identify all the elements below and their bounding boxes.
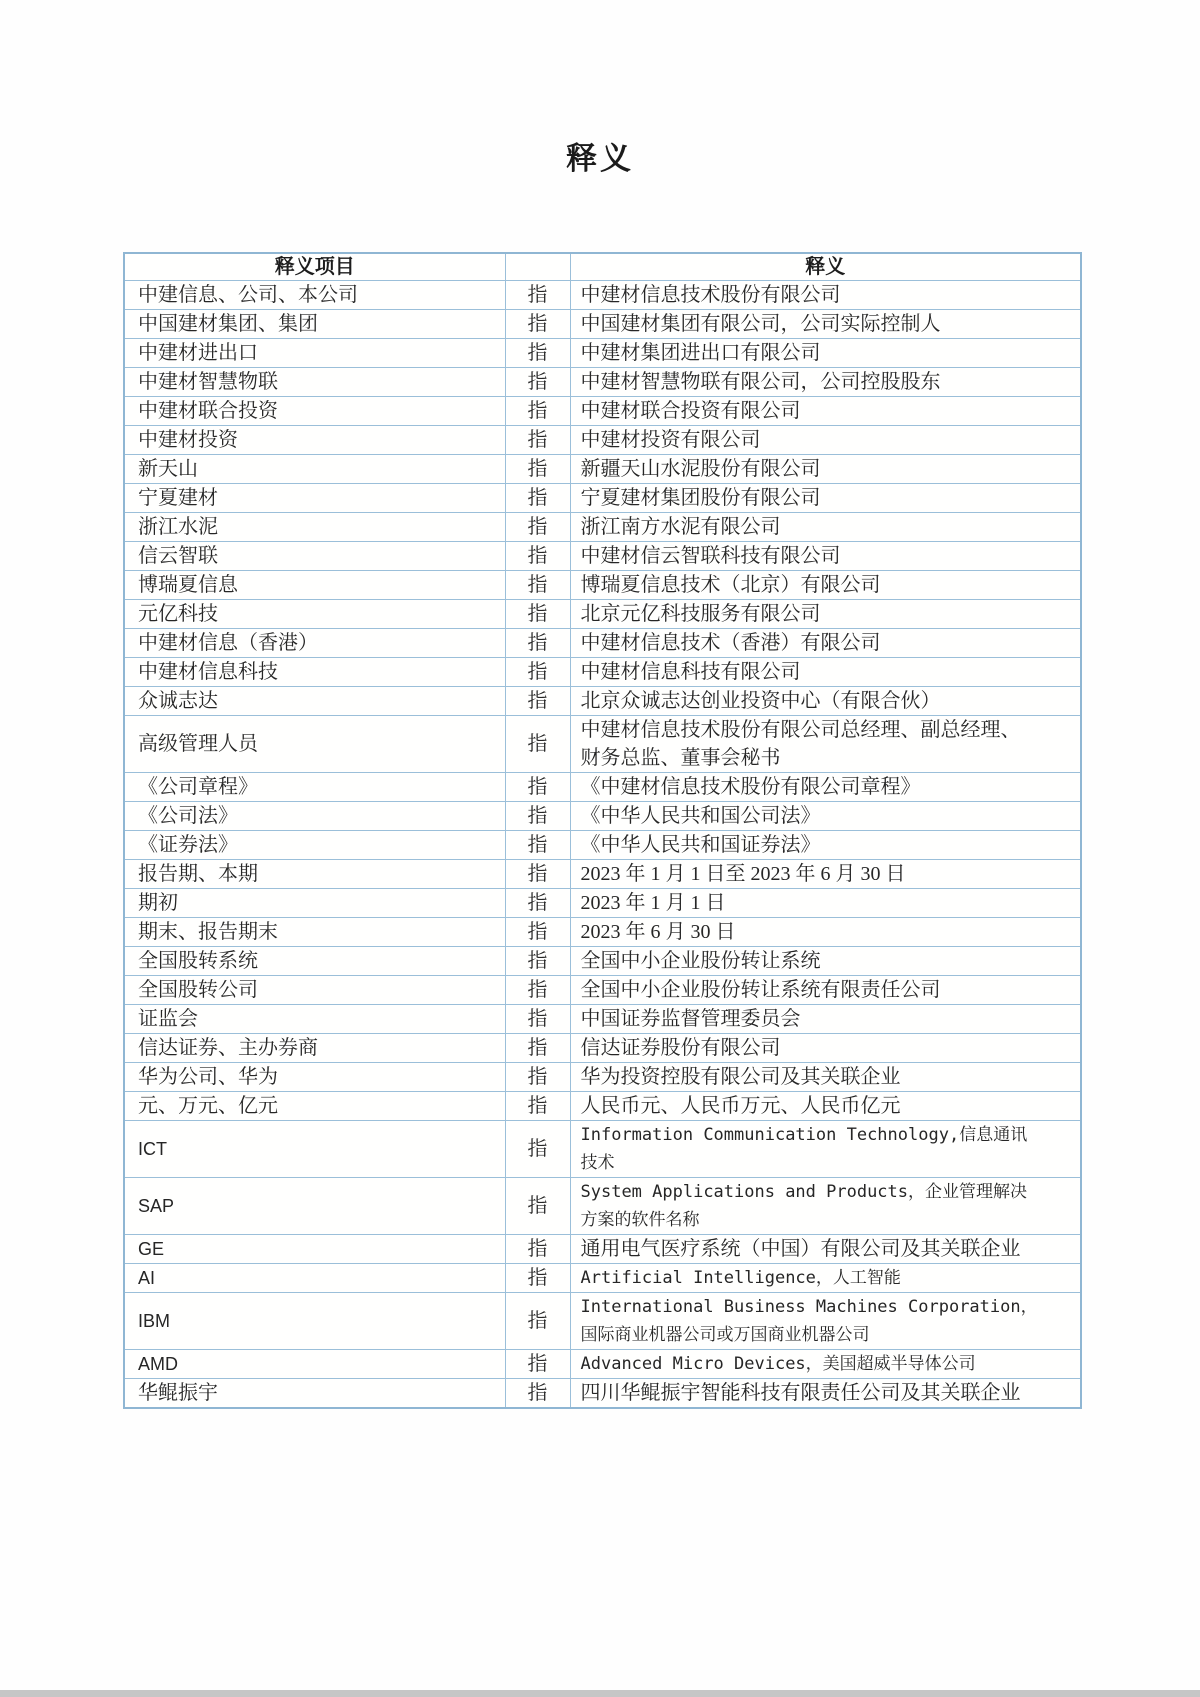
- table-row: [124, 397, 1081, 426]
- term-cell: 中建材信息科技: [124, 658, 505, 687]
- term-cell: 高级管理人员: [124, 716, 505, 773]
- definitions-table: [123, 252, 1082, 1409]
- term-cell: 证监会: [124, 1005, 505, 1034]
- term-cell: 报告期、本期: [124, 860, 505, 889]
- indicator-cell: 指: [505, 368, 570, 397]
- table-row: [124, 1235, 1081, 1264]
- indicator-cell: 指: [505, 1005, 570, 1034]
- definition-cell: 中建材信云智联科技有限公司: [570, 542, 1081, 571]
- term-cell: 元、万元、亿元: [124, 1092, 505, 1121]
- indicator-cell: 指: [505, 773, 570, 802]
- indicator-cell: 指: [505, 513, 570, 542]
- term-cell: 中建信息、公司、本公司: [124, 281, 505, 310]
- table-row: [124, 426, 1081, 455]
- definition-cell: 全国中小企业股份转让系统: [570, 947, 1081, 976]
- table-row: [124, 802, 1081, 831]
- definition-cell: Artificial Intelligence，人工智能: [570, 1264, 1081, 1293]
- definition-cell: 中建材智慧物联有限公司，公司控股股东: [570, 368, 1081, 397]
- term-cell: 众诚志达: [124, 687, 505, 716]
- term-cell: 元亿科技: [124, 600, 505, 629]
- definition-cell: System Applications and Products，企业管理解决 方案的软件名称: [570, 1178, 1081, 1235]
- table-row: [124, 831, 1081, 860]
- definition-cell: 宁夏建材集团股份有限公司: [570, 484, 1081, 513]
- indicator-cell: 指: [505, 1034, 570, 1063]
- table-row: [124, 1350, 1081, 1379]
- definition-cell: 中建材投资有限公司: [570, 426, 1081, 455]
- header-definition: 释义: [570, 253, 1081, 281]
- definition-cell: 《中华人民共和国公司法》: [570, 802, 1081, 831]
- table-row: [124, 542, 1081, 571]
- indicator-cell: 指: [505, 1235, 570, 1264]
- term-cell: 信达证券、主办券商: [124, 1034, 505, 1063]
- indicator-cell: 指: [505, 1063, 570, 1092]
- term-cell: 中国建材集团、集团: [124, 310, 505, 339]
- table-row: [124, 281, 1081, 310]
- indicator-cell: 指: [505, 484, 570, 513]
- indicator-cell: 指: [505, 571, 570, 600]
- table-row: [124, 889, 1081, 918]
- table-row: [124, 484, 1081, 513]
- indicator-cell: 指: [505, 802, 570, 831]
- definitions-table-container: [123, 252, 1080, 1409]
- indicator-cell: 指: [505, 281, 570, 310]
- table-header-row: [124, 253, 1081, 281]
- definition-cell: 信达证券股份有限公司: [570, 1034, 1081, 1063]
- indicator-cell: 指: [505, 629, 570, 658]
- indicator-cell: 指: [505, 658, 570, 687]
- indicator-cell: 指: [505, 889, 570, 918]
- scan-edge-artifact: [0, 1690, 1200, 1697]
- definition-cell: 《中华人民共和国证券法》: [570, 831, 1081, 860]
- term-cell: 华为公司、华为: [124, 1063, 505, 1092]
- indicator-cell: 指: [505, 831, 570, 860]
- table-row: [124, 1178, 1081, 1235]
- term-cell: 中建材智慧物联: [124, 368, 505, 397]
- definition-cell: 中国证券监督管理委员会: [570, 1005, 1081, 1034]
- definition-cell: 2023 年 1 月 1 日: [570, 889, 1081, 918]
- table-row: [124, 773, 1081, 802]
- page-title: 释义: [566, 141, 634, 176]
- table-row: [124, 658, 1081, 687]
- table-row: [124, 1034, 1081, 1063]
- definition-cell: 中建材信息技术股份有限公司: [570, 281, 1081, 310]
- definition-cell: 中建材集团进出口有限公司: [570, 339, 1081, 368]
- indicator-cell: 指: [505, 976, 570, 1005]
- indicator-cell: 指: [505, 1092, 570, 1121]
- indicator-cell: 指: [505, 1350, 570, 1379]
- definition-cell: 北京众诚志达创业投资中心（有限合伙）: [570, 687, 1081, 716]
- term-cell: GE: [124, 1235, 505, 1264]
- table-row: [124, 368, 1081, 397]
- term-cell: 博瑞夏信息: [124, 571, 505, 600]
- table-row: [124, 600, 1081, 629]
- term-cell: 期末、报告期末: [124, 918, 505, 947]
- term-cell: 信云智联: [124, 542, 505, 571]
- definition-cell: 全国中小企业股份转让系统有限责任公司: [570, 976, 1081, 1005]
- definition-cell: 2023 年 6 月 30 日: [570, 918, 1081, 947]
- definition-cell: 中建材联合投资有限公司: [570, 397, 1081, 426]
- definition-cell: 北京元亿科技服务有限公司: [570, 600, 1081, 629]
- term-cell: 中建材投资: [124, 426, 505, 455]
- definition-cell: 2023 年 1 月 1 日至 2023 年 6 月 30 日: [570, 860, 1081, 889]
- indicator-cell: 指: [505, 455, 570, 484]
- table-row: [124, 513, 1081, 542]
- indicator-cell: 指: [505, 542, 570, 571]
- indicator-cell: 指: [505, 1264, 570, 1293]
- definition-cell: 人民币元、人民币万元、人民币亿元: [570, 1092, 1081, 1121]
- term-cell: AMD: [124, 1350, 505, 1379]
- definition-cell: 中建材信息科技有限公司: [570, 658, 1081, 687]
- definition-cell: Information Communication Technology,信息通讯 技术: [570, 1121, 1081, 1178]
- table-row: [124, 310, 1081, 339]
- term-cell: 中建材联合投资: [124, 397, 505, 426]
- indicator-cell: 指: [505, 339, 570, 368]
- table-row: [124, 1293, 1081, 1350]
- definition-cell: Advanced Micro Devices，美国超威半导体公司: [570, 1350, 1081, 1379]
- indicator-cell: 指: [505, 310, 570, 339]
- table-row: [124, 1063, 1081, 1092]
- indicator-cell: 指: [505, 918, 570, 947]
- definition-cell: 通用电气医疗系统（中国）有限公司及其关联企业: [570, 1235, 1081, 1264]
- term-cell: 全国股转系统: [124, 947, 505, 976]
- table-row: [124, 339, 1081, 368]
- definition-cell: 华为投资控股有限公司及其关联企业: [570, 1063, 1081, 1092]
- term-cell: AI: [124, 1264, 505, 1293]
- term-cell: 《公司章程》: [124, 773, 505, 802]
- indicator-cell: 指: [505, 1178, 570, 1235]
- indicator-cell: 指: [505, 1293, 570, 1350]
- indicator-cell: 指: [505, 860, 570, 889]
- term-cell: 全国股转公司: [124, 976, 505, 1005]
- indicator-cell: 指: [505, 687, 570, 716]
- term-cell: 中建材进出口: [124, 339, 505, 368]
- definition-cell: 《中建材信息技术股份有限公司章程》: [570, 773, 1081, 802]
- definition-cell: 中建材信息技术股份有限公司总经理、副总经理、 财务总监、董事会秘书: [570, 716, 1081, 773]
- term-cell: SAP: [124, 1178, 505, 1235]
- header-indicator: [505, 253, 570, 281]
- definition-cell: 四川华鲲振宇智能科技有限责任公司及其关联企业: [570, 1379, 1081, 1409]
- table-row: [124, 571, 1081, 600]
- term-cell: 浙江水泥: [124, 513, 505, 542]
- table-row: [124, 947, 1081, 976]
- table-row: [124, 1264, 1081, 1293]
- term-cell: ICT: [124, 1121, 505, 1178]
- term-cell: IBM: [124, 1293, 505, 1350]
- header-term: 释义项目: [124, 253, 505, 281]
- table-row: [124, 629, 1081, 658]
- table-row: [124, 1121, 1081, 1178]
- indicator-cell: 指: [505, 600, 570, 629]
- indicator-cell: 指: [505, 1121, 570, 1178]
- definition-cell: International Business Machines Corporation， 国际商业机器公司或万国商业机器公司: [570, 1293, 1081, 1350]
- indicator-cell: 指: [505, 397, 570, 426]
- definition-cell: 浙江南方水泥有限公司: [570, 513, 1081, 542]
- definition-cell: 新疆天山水泥股份有限公司: [570, 455, 1081, 484]
- indicator-cell: 指: [505, 426, 570, 455]
- indicator-cell: 指: [505, 716, 570, 773]
- table-row: [124, 918, 1081, 947]
- definition-cell: 中建材信息技术（香港）有限公司: [570, 629, 1081, 658]
- term-cell: 《证券法》: [124, 831, 505, 860]
- table-row: [124, 455, 1081, 484]
- indicator-cell: 指: [505, 1379, 570, 1409]
- table-row: [124, 976, 1081, 1005]
- table-row: [124, 1092, 1081, 1121]
- term-cell: 华鲲振宇: [124, 1379, 505, 1409]
- term-cell: 宁夏建材: [124, 484, 505, 513]
- term-cell: 中建材信息（香港）: [124, 629, 505, 658]
- table-row: [124, 716, 1081, 773]
- definition-cell: 中国建材集团有限公司，公司实际控制人: [570, 310, 1081, 339]
- term-cell: 《公司法》: [124, 802, 505, 831]
- term-cell: 期初: [124, 889, 505, 918]
- definition-cell: 博瑞夏信息技术（北京）有限公司: [570, 571, 1081, 600]
- table-row: [124, 687, 1081, 716]
- table-row: [124, 1005, 1081, 1034]
- table-row: [124, 860, 1081, 889]
- indicator-cell: 指: [505, 947, 570, 976]
- term-cell: 新天山: [124, 455, 505, 484]
- table-row: [124, 1379, 1081, 1409]
